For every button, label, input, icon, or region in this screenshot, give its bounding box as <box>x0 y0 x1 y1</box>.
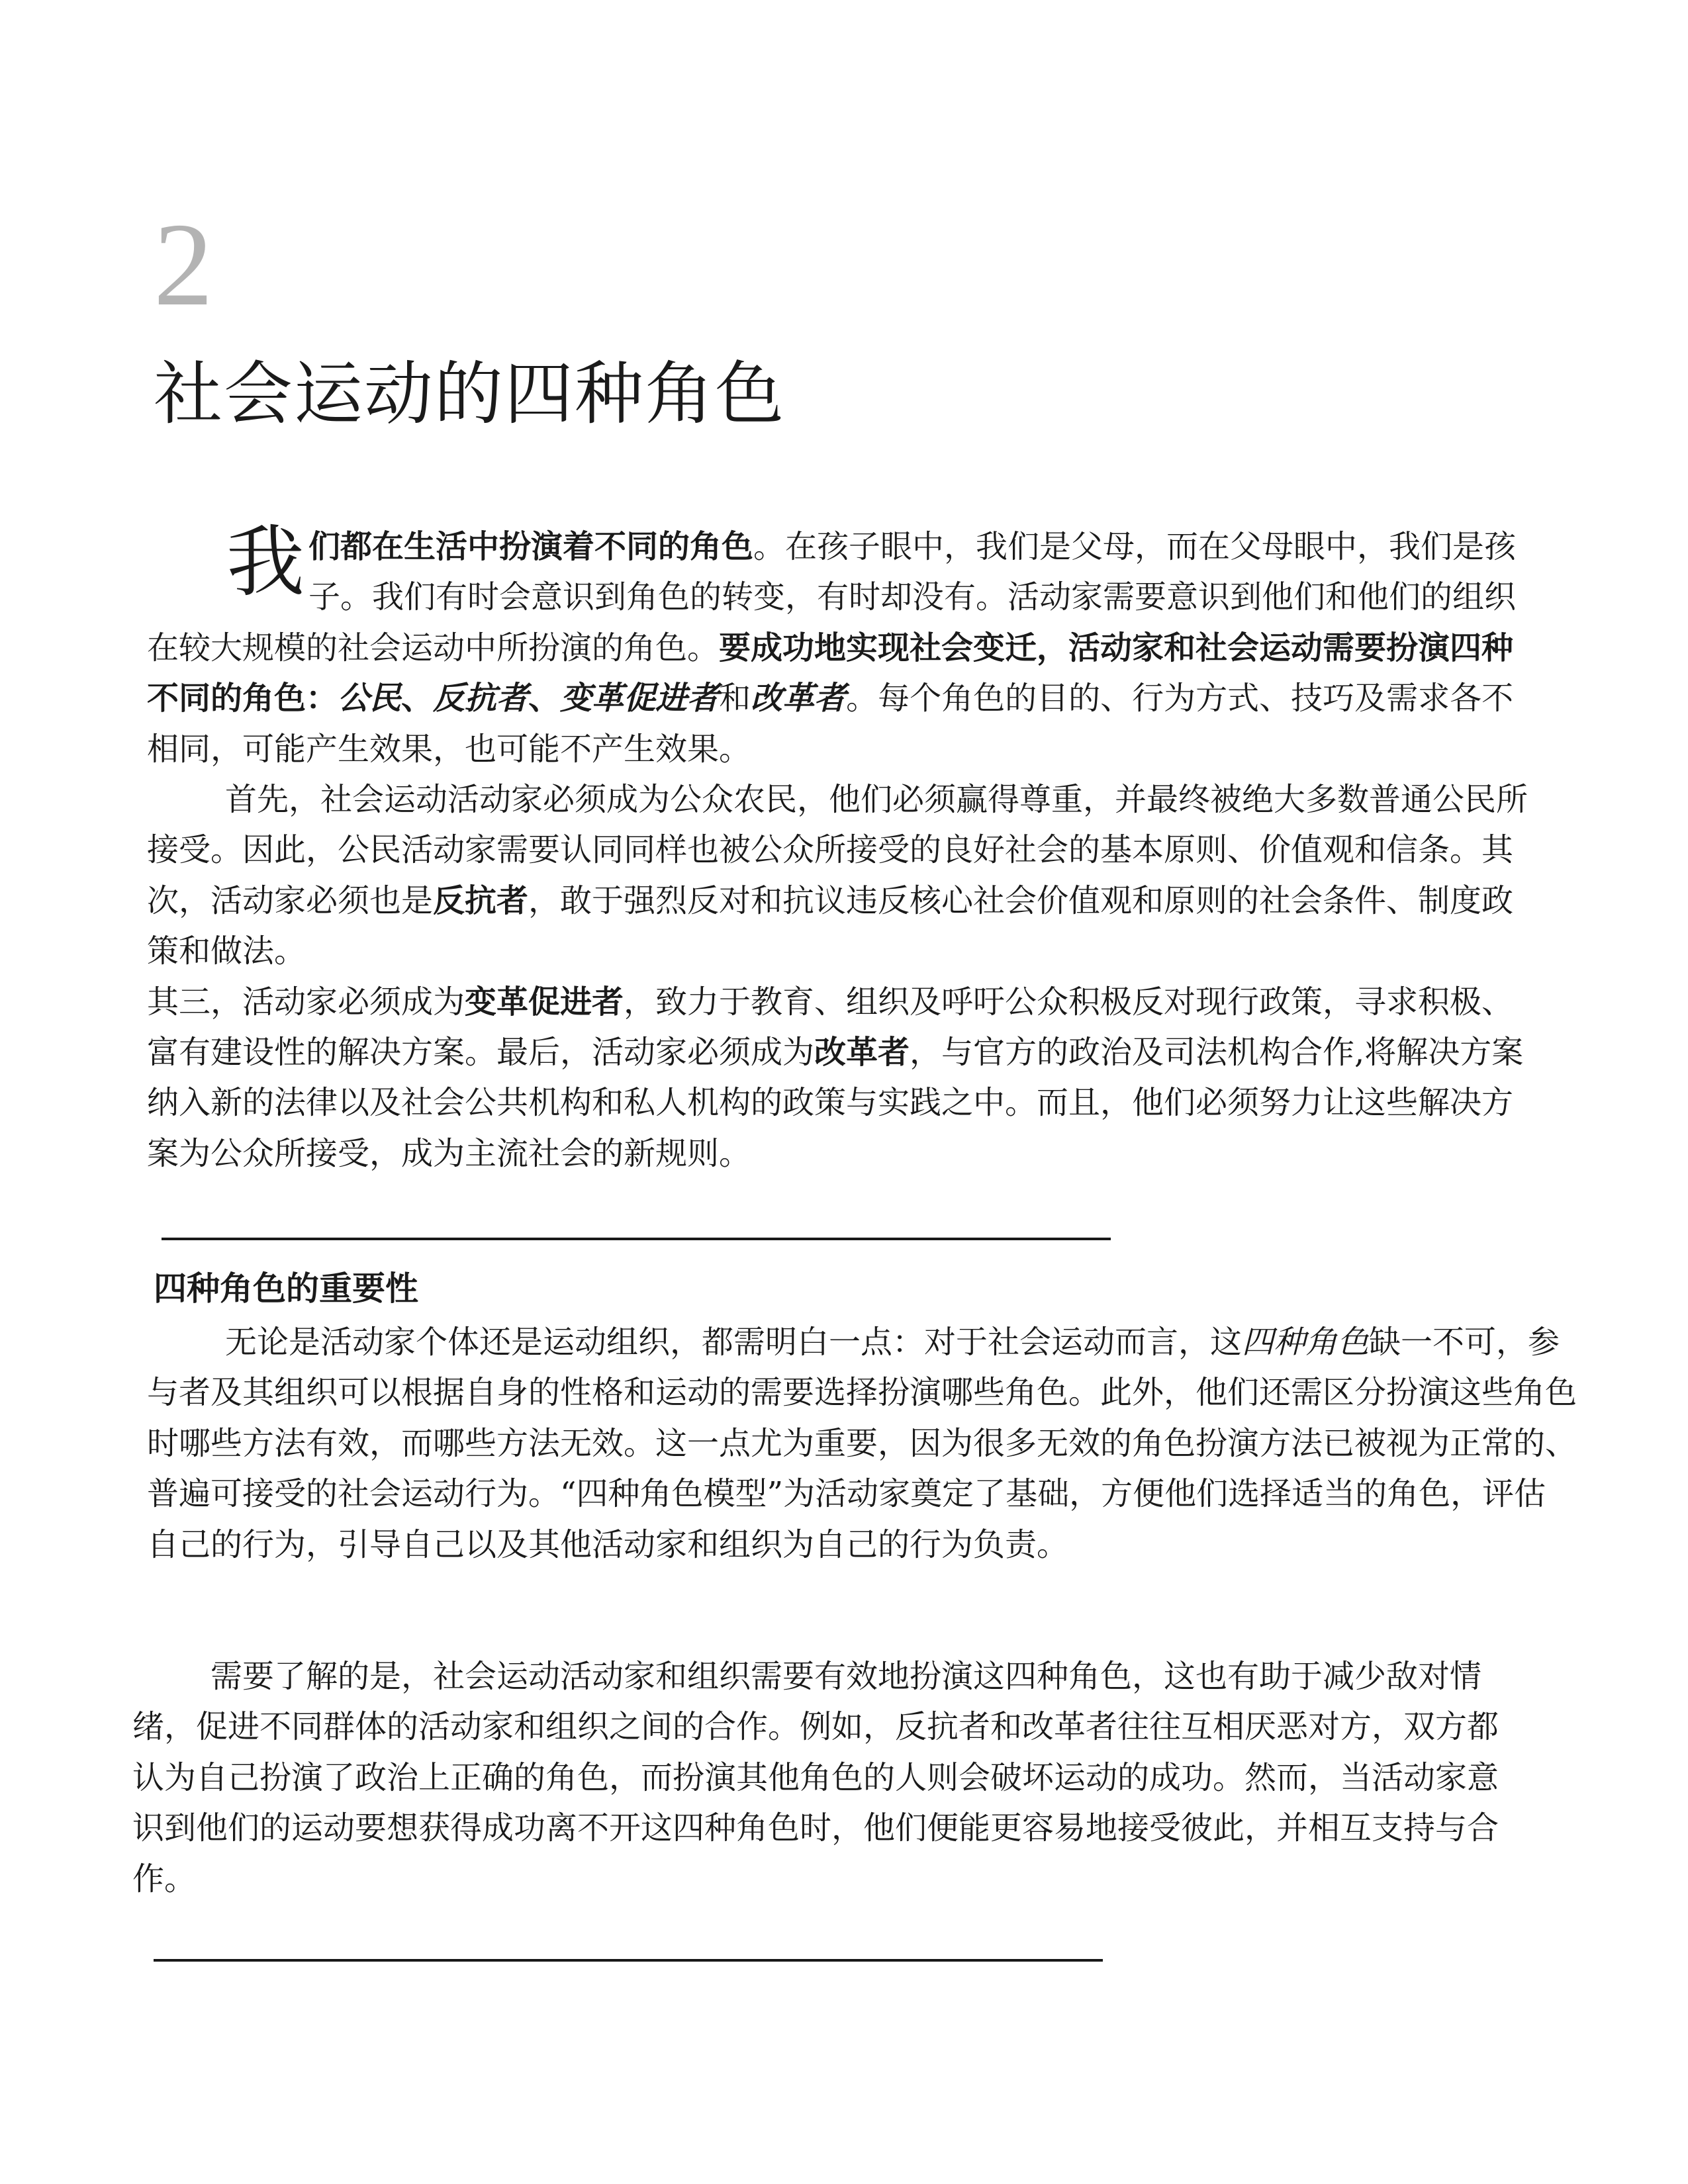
chapter-title: 社会运动的四种角色 <box>154 353 786 434</box>
bottom-divider <box>154 1959 1103 1962</box>
role-separator: 、 <box>401 680 434 717</box>
paragraph-text-run: 缺一不可，参与者及其组织可以根据自身的性格和运动的需要选择扮演哪些角色。此外，他们还需区分扮演这些角色时哪些方法有效，而哪些方法无效。这一点尤为重要，因为很多无效的角色扮演方法已被视为正常的、普遍可接受的社会运动行为。“四种角色模型”为活动家奠定了基础，方便他们选择适当的角色，评估自己的行为，引导自己以及其他活动家和组织为自己的行为负责。 <box>147 1324 1577 1563</box>
section-paragraph-2: 需要了解的是，社会运动活动家和组织需要有效地扮演这四种角色，这也有助于减少敌对情绪，促进不同群体的活动家和组织之间的合作。例如，反抗者和改革者往往互相厌恶对方，双方都认为自己扮演了政治上正确的角色，而扮演其他角色的人则会破坏运动的成功。然而，当活动家意识到他们的运动要想获得成功离不开这四种角色时，他们便能更容易地接受彼此，并相互支持与合作。 <box>132 1658 1499 1897</box>
intro-paragraph-1 <box>147 516 1544 774</box>
intro-paragraph-3 <box>147 977 1544 1179</box>
intro-paragraph-2 <box>147 774 1544 977</box>
paragraph-text-run: ，致力于教育、组织及呼吁公众积极反对现行政策，寻求积极、富有建设性的解决方案。最后，活动家必须成为 <box>147 983 1514 1071</box>
paragraph-text-run: ，与官方的政治及司法机构合作,将解决方案纳入新的法律以及社会公共机构和私人机构的政策与实践之中。而且，他们必须努力让这些解决方案为公众所接受，成为主流社会的新规则。 <box>147 1034 1524 1172</box>
role-separator: 和 <box>719 680 751 717</box>
paragraph-text-run: 其三，活动家必须成为 <box>147 983 465 1021</box>
closing-text <box>132 1651 1529 1904</box>
intro-text <box>147 516 1544 1179</box>
paragraph-text-run: 首先，社会运动活动家必须成为公众农民，他们必须赢得尊重，并最终被绝大多数普通公民所接受。因此，公民活动家需要认同同样也被公众所接受的良好社会的基本原则、价值观和信条。其次，活动家必须也是 <box>147 781 1528 919</box>
section-divider <box>162 1238 1111 1240</box>
role-reformer: 改革者 <box>751 680 847 717</box>
drop-cap: 我 <box>226 516 305 608</box>
chapter-number: 2 <box>154 199 213 330</box>
role-separator: 、 <box>528 680 561 717</box>
intro-bold-thesis: 要成功地实现社会变迁，活动家和社会运动需要扮演四种不同的角色： <box>147 629 1514 717</box>
paragraph-text-run: 无论是活动家个体还是运动组织，都需明白一点：对于社会运动而言，这 <box>225 1324 1243 1361</box>
role-change-agent: 变革促进者 <box>560 680 720 717</box>
section-heading: 四种角色的重要性 <box>154 1269 418 1308</box>
intro-bold-lead: 们都在生活中扮演着不同的角色 <box>308 528 754 565</box>
bold-term-reformer: 改革者 <box>814 1034 910 1071</box>
role-citizen: 公民 <box>338 680 402 717</box>
section-text <box>147 1317 1577 1570</box>
role-rebel: 反抗者 <box>433 680 529 717</box>
bold-term-rebel: 反抗者 <box>433 882 529 919</box>
intro-text-run: 。在孩子眼中，我们是父母，而在父母眼中，我们是孩子。我们有时会意识到角色的转变，有时却没有。活动家需要意识到他们和他们的组织在较大规模的社会运动中所扮演的角色。 <box>147 528 1517 666</box>
intro-text-run: 。每个角色的目的、行为方式、技巧及需求各不相同，可能产生效果，也可能不产生效果。 <box>147 680 1514 768</box>
italic-term-four-roles: 四种角色 <box>1242 1324 1370 1361</box>
section-paragraph-1 <box>147 1317 1577 1570</box>
paragraph-text-run: ，敢于强烈反对和抗议违反核心社会价值观和原则的社会条件、制度政策和做法。 <box>147 882 1514 970</box>
bold-term-change-agent: 变革促进者 <box>465 983 624 1021</box>
